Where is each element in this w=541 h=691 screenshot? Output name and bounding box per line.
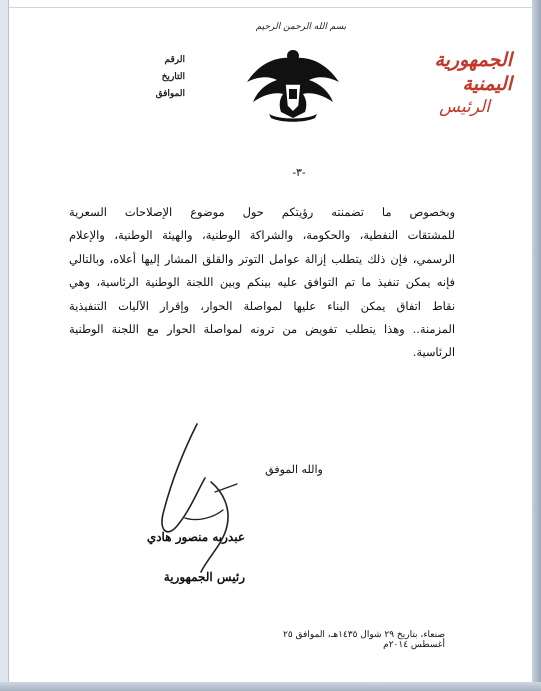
page-number: -٣-	[292, 166, 306, 179]
closing-phrase: والله الموفق	[265, 463, 323, 476]
corresponding-date-label: الموافق	[155, 89, 185, 99]
window-left-edge	[0, 0, 9, 691]
presidency-letterhead	[392, 48, 512, 118]
window-bottom-edge	[0, 682, 541, 691]
window-right-scroll-edge[interactable]	[532, 0, 541, 691]
ref-number-label: الرقم	[164, 55, 185, 65]
brand-line-republic: الجمهورية اليمنية	[434, 49, 512, 95]
body-line: الرسمي، فإن ذلك يتطلب إزالة عوامل التوتر والقلق المشار إليها أعلاه، وبالتالي	[69, 251, 455, 266]
letter-body	[69, 201, 455, 365]
body-line: للمشتقات النفطية، والحكومة، والشراكة الوطنية، والهيئة الوطنية، والإعلام	[69, 228, 455, 243]
eagle-emblem-icon	[245, 44, 341, 124]
signatory-name: عبدربه منصور هادي	[146, 530, 245, 544]
signatory-title: رئيس الجمهورية	[163, 570, 245, 584]
brand-line-president: الرئيس	[439, 97, 490, 117]
date-label: التاريخ	[161, 72, 185, 82]
reference-block	[125, 52, 185, 103]
body-line: المزمنة.. وهذا يتطلب تفويض من ترونه لمواصلة الحوار مع اللجنة الوطنية	[69, 322, 455, 337]
handwritten-signature-icon	[127, 422, 257, 582]
document-page	[9, 8, 532, 682]
window-top-edge	[0, 0, 541, 8]
footer-date-line: صنعاء، بتاريخ ٢٩ شوال ١٤٣٥هـ، الموافق ٢٥ أغسطس ٢٠١٤م	[283, 630, 445, 650]
body-line: فإنه يمكن تنفيذ ما تم التوافق عليه بينكم وبين اللجنة الوطنية الرئاسية، وهي	[69, 275, 455, 290]
body-line: الرئاسية.	[412, 345, 455, 360]
basmala-text: بسم الله الرحمن الرحيم	[255, 22, 347, 32]
body-line: نقاط اتفاق يمكن البناء عليها لمواصلة الحوار، وإقرار الآليات التنفيذية	[69, 298, 455, 313]
body-line: وبخصوص ما تضمنته رؤيتكم حول موضوع الإصلاحات السعرية	[69, 205, 455, 219]
